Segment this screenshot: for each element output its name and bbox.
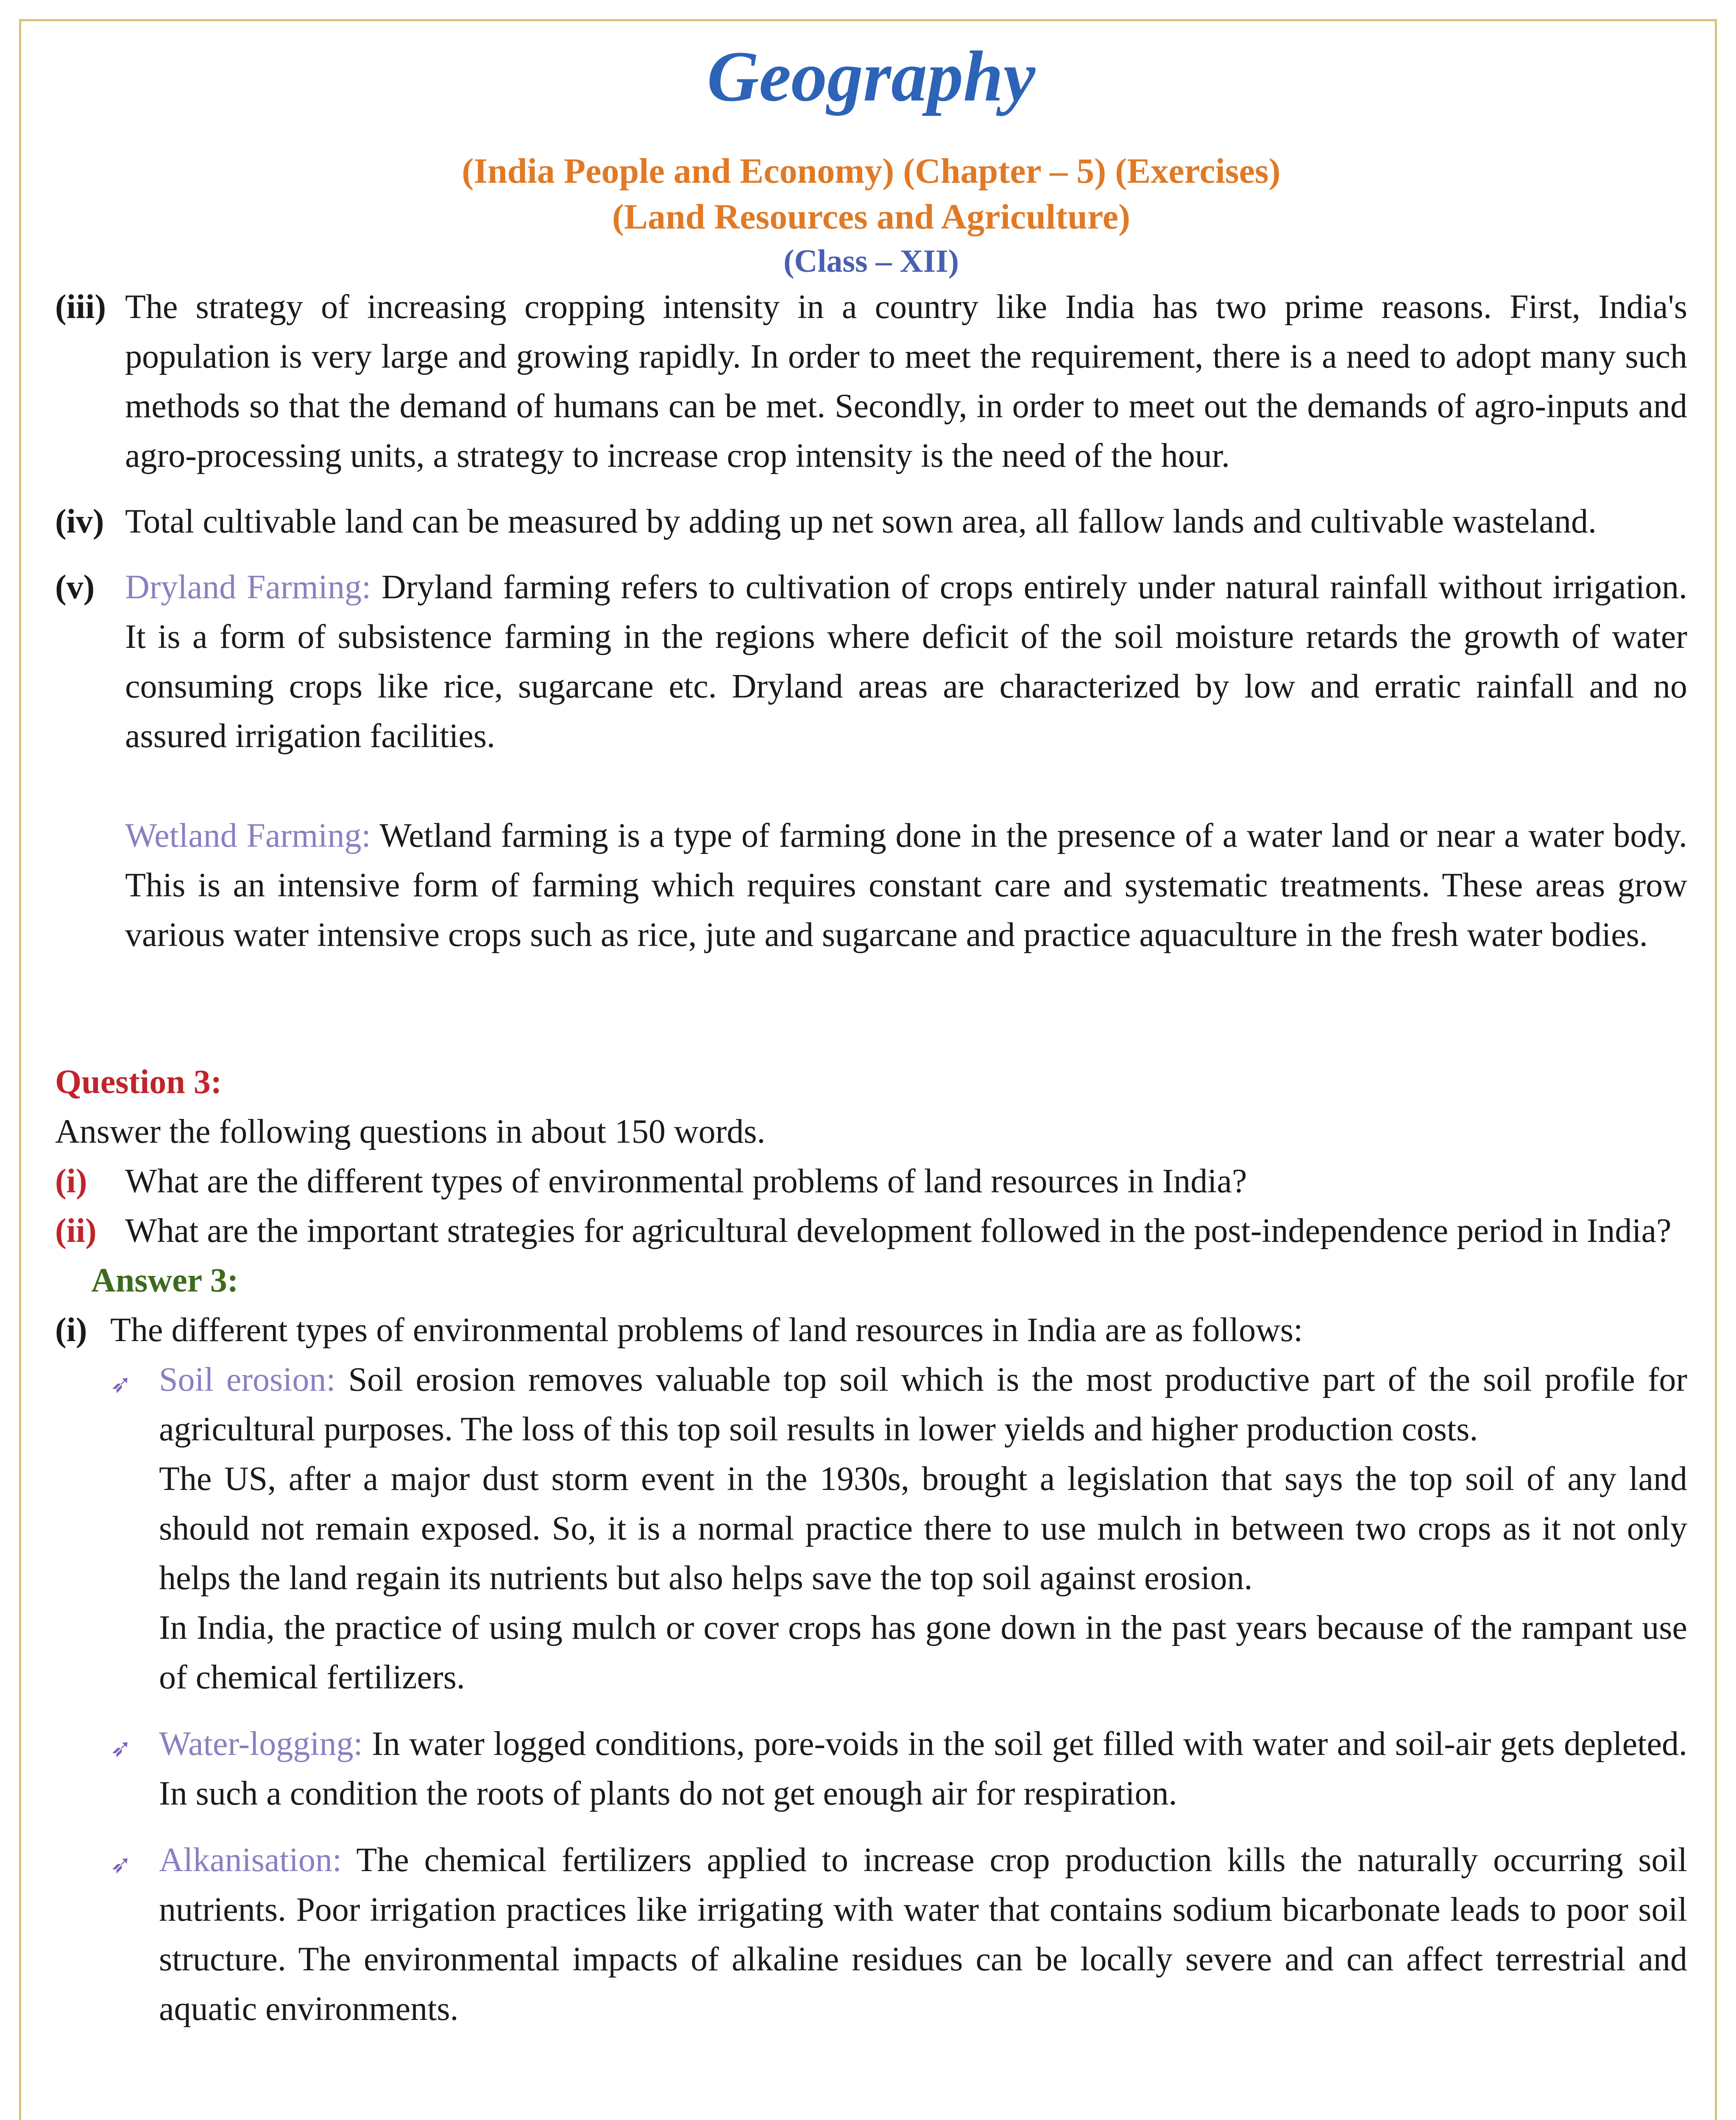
soil-erosion-extra-1: The US, after a major dust storm event in the 1930s, brought a legislation that says the top soil of any land should not remain exposed. So, it is a normal practice there to use mulch in between two crops as it not only helps the land regain its nutrients but also helps save the top soil against erosion. <box>159 1460 1687 1597</box>
question-number: (ii) <box>55 1212 97 1250</box>
alkanisation-text: The chemical fertilizers applied to increase crop production kills the naturally occurring soil nutrients. Poor irrigation practices like irrigating with water that contains sodium bicarbonate leads to poor soil structure. The environmental impacts of alkaline residues can be locally severe and can affect terrestrial and aquatic environments. <box>159 1841 1687 2028</box>
item-text: The strategy of increasing cropping intensity in a country like India has two prime reasons. First, India's population is very large and growing rapidly. In order to meet the requirement, there is a need to adopt many such methods so that the demand of humans can be met. Secondly, in order to meet out the demands of agro-inputs and agro-processing units, a strategy to increase crop intensity is the need of the hour. <box>125 288 1687 474</box>
bullet-water-logging <box>110 1719 1687 1819</box>
answer-heading: Answer 3: <box>91 1262 239 1299</box>
answer-number: (i) <box>55 1311 87 1349</box>
arrow-bullet-icon: ➶ <box>110 1734 132 1762</box>
term-label-water-logging: Water-logging: <box>159 1725 363 1763</box>
question-text: What are the different types of environmental problems of land resources in India? <box>125 1163 1247 1200</box>
question-text: What are the important strategies for agricultural development followed in the post-independence period in India? <box>125 1212 1672 1250</box>
wetland-paragraph <box>125 811 1687 960</box>
term-label-alkanisation: Alkanisation: <box>159 1841 342 1879</box>
soil-erosion-extra-2: In India, the practice of using mulch or cover crops has gone down in the past years because of the rampant use of chemical fertilizers. <box>159 1609 1687 1696</box>
item-number: (v) <box>55 569 95 606</box>
subtitle-class: (Class – XII) <box>783 243 959 279</box>
page-title: Geography <box>707 36 1036 116</box>
water-logging-text: In water logged conditions, pore-voids in the soil get filled with water and soil-air gets depleted. In such a condition the roots of plants do not get enough air for respiration. <box>159 1725 1688 1812</box>
answer-item-v <box>55 563 1687 761</box>
question-intro: Answer the following questions in about 150 words. <box>55 1113 766 1150</box>
subtitle-book: (India People and Economy) (Chapter – 5) (Exercises) <box>462 151 1281 191</box>
item-number: (iv) <box>55 503 104 540</box>
wetland-text: Wetland farming is a type of farming done in the presence of a water land or near a water body. This is an intensive form of farming which requires constant care and systematic treatments. These areas grow various water intensive crops such as rice, jute and sugarcane and practice aquaculture in the fresh water bodies. <box>125 817 1688 954</box>
answer-item-iv <box>55 497 1687 547</box>
item-number: (iii) <box>55 288 106 326</box>
question-item-ii <box>55 1206 1687 1256</box>
bullet-alkanisation <box>110 1835 1687 2034</box>
question-number: (i) <box>55 1163 87 1200</box>
bullet-soil-erosion <box>110 1355 1687 1454</box>
subtitle-chapter: (Land Resources and Agriculture) <box>612 197 1130 237</box>
question-item-i <box>55 1157 1687 1206</box>
item-text <box>125 563 1687 761</box>
document-body <box>55 34 1687 2034</box>
term-label-wetland: Wetland Farming: <box>125 817 371 854</box>
dryland-text: Dryland farming refers to cultivation of crops entirely under natural rainfall without irrigation. It is a form of subsistence farming in the regions where deficit of the soil moisture retards the growth of water consuming crops like rice, sugarcane etc. Dryland areas are characterized by low and erratic rainfall and no assured irrigation facilities. <box>125 569 1687 755</box>
arrow-bullet-icon: ➶ <box>110 1850 132 1878</box>
arrow-bullet-icon: ➶ <box>110 1370 132 1398</box>
soil-erosion-text: Soil erosion removes valuable top soil which is the most productive part of the soil profile for agricultural purposes. The loss of this top soil results in lower yields and higher production costs. <box>159 1361 1688 1448</box>
term-label-dryland: Dryland Farming: <box>125 569 371 606</box>
answer-intro: The different types of environmental problems of land resources in India are as follows: <box>110 1311 1303 1349</box>
term-label-soil-erosion: Soil erosion: <box>159 1361 336 1398</box>
question-heading: Question 3: <box>55 1063 222 1101</box>
answer-item-iii <box>55 282 1687 481</box>
item-text: Total cultivable land can be measured by adding up net sown area, all fallow lands and cultivable wasteland. <box>125 503 1597 540</box>
answer-part-i <box>55 1305 1687 1355</box>
